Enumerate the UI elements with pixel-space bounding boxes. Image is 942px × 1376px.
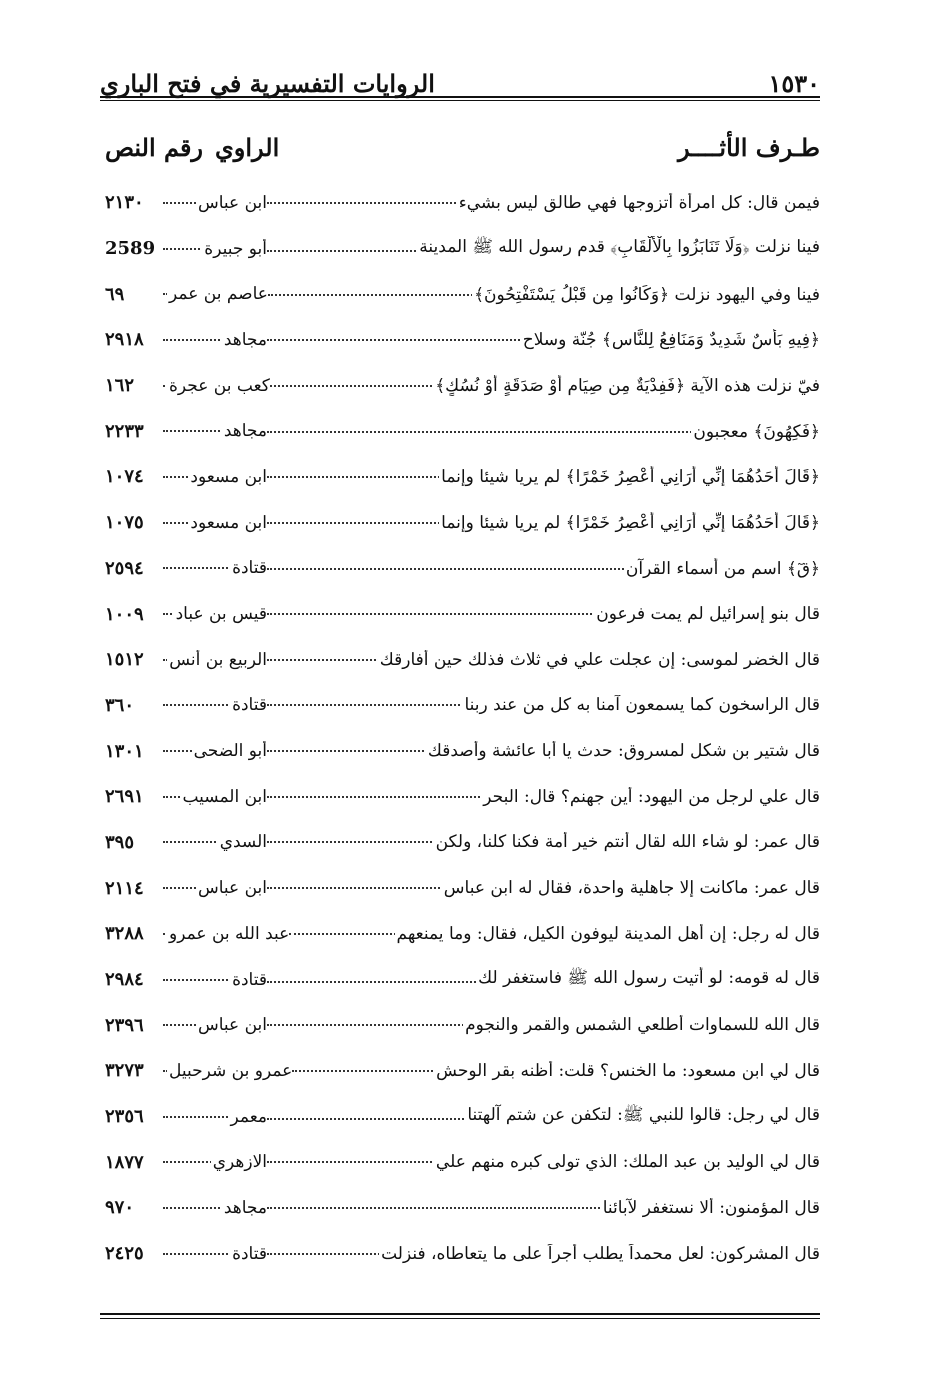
rawi-cell — [163, 970, 267, 990]
athar-cell — [267, 193, 820, 213]
table-row — [105, 957, 820, 1003]
rawi-text: ابن عباس — [197, 878, 267, 899]
rawi-text: مجاهد — [223, 329, 267, 350]
athar-text: ﴿قَالَ أَحَدُهُمَا إِنِّي أَرَانِي أَعْصِرُ خَمْرًا﴾ لم يريا شيئا وإنما — [441, 467, 820, 488]
rawi-cell — [163, 330, 267, 350]
athar-text: قال الراسخون كما يسمعون آمنا به كل من عند ربنا — [464, 695, 820, 716]
rawi-cell — [163, 787, 267, 807]
index-table — [105, 180, 820, 1277]
rawi-text: ابن المسيب — [182, 786, 267, 807]
rawi-cell — [163, 1152, 267, 1172]
rawi-cell — [163, 878, 267, 898]
rawi-text: الربيع بن أنس — [169, 649, 267, 670]
footer-rule-thin — [100, 1318, 820, 1319]
rawi-cell — [163, 1107, 267, 1127]
header-rule-thin — [100, 100, 820, 101]
athar-cell — [267, 558, 820, 579]
rawi-text: ابن عباس — [197, 192, 267, 213]
athar-text: قال لي الوليد بن عبد الملك: الذي تولى كبره منهم علي — [435, 1152, 820, 1173]
athar-text: قال المؤمنون: ألا نستغفر لآبائنا — [602, 1197, 820, 1218]
text-number: ٢٦٩١ — [105, 786, 144, 808]
athar-text: قال شتير بن شكل لمسروق: حدث يا أبا عائشة وأصدقك — [427, 741, 820, 762]
athar-cell — [267, 878, 820, 898]
table-row — [105, 500, 820, 546]
athar-cell — [267, 1244, 820, 1264]
text-number: ١٠٧٥ — [105, 512, 144, 534]
athar-text: قال لي ابن مسعود: ما الخنس؟ قلت: أظنه بقر الوحش — [436, 1060, 820, 1081]
athar-text: قال عمر: ماكانت إلا جاهلية واحدة، فقال له ابن عباس — [443, 878, 820, 899]
rawi-text: قتادة — [232, 1243, 267, 1264]
table-row — [105, 637, 820, 683]
athar-text: ﴿قَالَ أَحَدُهُمَا إِنِّي أَرَانِي أَعْصِرُ خَمْرًا﴾ لم يريا شيئا وإنما — [441, 513, 820, 534]
running-header — [100, 58, 820, 98]
rawi-cell — [163, 832, 267, 852]
athar-text: ﴿فَكِهُونَ﴾ معجبون — [693, 421, 820, 442]
rawi-text: كعب بن عجرة — [169, 375, 270, 396]
text-number: ١٣٠١ — [105, 740, 144, 762]
table-row — [105, 317, 820, 363]
rawi-text: الازهري — [212, 1152, 267, 1173]
table-row — [105, 1094, 820, 1140]
athar-cell — [267, 741, 820, 761]
column-header-rawi: الراوي — [215, 133, 280, 162]
book-title: الروايات التفسيرية في فتح الباري — [100, 69, 435, 98]
rawi-text: ابن مسعود — [190, 512, 267, 533]
athar-text: قال علي لرجل من اليهود: أين جهنم؟ قال: البحر — [483, 786, 820, 807]
rawi-cell — [163, 558, 267, 578]
table-row — [105, 408, 820, 454]
rawi-text: قتادة — [232, 969, 267, 990]
text-number: ٢٢٣٣ — [105, 420, 144, 442]
rawi-text: مجاهد — [223, 421, 267, 442]
athar-cell — [267, 967, 820, 992]
athar-cell — [289, 924, 820, 944]
rawi-cell — [163, 421, 267, 441]
athar-text: قال بنو إسرائيل لم يمت فرعون — [596, 604, 820, 625]
athar-cell — [267, 329, 820, 350]
athar-cell — [267, 604, 820, 624]
text-number: ٢٩٨٤ — [105, 969, 144, 991]
athar-text: قال له قومه: لو أتيت رسول الله ﷺ فاستغفر لك — [478, 968, 820, 989]
rawi-cell — [163, 467, 267, 487]
text-number: ٦٩ — [105, 283, 125, 305]
athar-cell — [292, 1061, 820, 1081]
text-number: ١٠٠٩ — [105, 603, 144, 625]
text-number: ٣٢٨٨ — [105, 923, 144, 945]
athar-text: قال المشركون: لعل محمداً يطلب أجراً على ما يتعاطاه، فنزلت — [381, 1243, 820, 1264]
rawi-text: أبو جبيرة — [204, 238, 267, 259]
athar-cell — [267, 1015, 820, 1035]
text-number: ٢١١٤ — [105, 877, 144, 899]
table-row — [105, 454, 820, 500]
rawi-text: قيس بن عباد — [175, 604, 267, 625]
rawi-text: عبد الله بن عمرو — [169, 923, 290, 944]
text-number: ٢٤٢٥ — [105, 1243, 144, 1265]
text-number: ١٥١٢ — [105, 649, 144, 671]
athar-cell — [267, 1152, 820, 1172]
rawi-text: ابن عباس — [197, 1015, 267, 1036]
table-row — [105, 683, 820, 729]
athar-cell — [267, 512, 820, 533]
text-number: ٢٥٩٤ — [105, 557, 144, 579]
athar-cell — [267, 466, 820, 487]
athar-text: قال الخضر لموسى: إن عجلت علي في ثلاث فذلك حين أفارقك — [379, 649, 820, 670]
rawi-cell — [163, 1198, 267, 1218]
athar-text: فيّ نزلت هذه الآية ﴿فَفِدْيَةٌ مِن صِيَامٍ أَوْ صَدَقَةٍ أَوْ نُسُكٍ﴾ — [435, 376, 820, 397]
athar-text: ﴿فِيهِ بَأْسٌ شَدِيدٌ وَمَنَافِعُ لِلنَّاسِ﴾ جُنّة وسلاح — [522, 330, 820, 351]
athar-cell — [267, 695, 820, 715]
athar-text: فيمن قال: كل امرأة أتزوجها فهي طالق ليس بشيء — [458, 192, 820, 213]
header-rule — [100, 96, 820, 98]
text-number: ٢١٣٠ — [105, 192, 144, 214]
rawi-cell — [163, 741, 267, 761]
athar-cell — [267, 1198, 820, 1218]
athar-cell — [270, 375, 820, 396]
table-row — [105, 1231, 820, 1277]
text-number: ٩٧٠ — [105, 1197, 135, 1219]
rawi-text: أبو الضحى — [193, 741, 267, 762]
text-number: ٢٣٥٦ — [105, 1106, 144, 1128]
table-row — [105, 1002, 820, 1048]
athar-text: قال الله للسماوات أطلعي الشمس والقمر والنجوم — [465, 1015, 820, 1036]
rawi-cell — [163, 513, 267, 533]
athar-cell — [268, 284, 820, 305]
table-row — [105, 774, 820, 820]
text-number: ١٠٧٤ — [105, 466, 144, 488]
text-number: ٢٩١٨ — [105, 329, 144, 351]
athar-text: قال عمر: لو شاء الله لقال أنتم خير أمة فكنا كلنا، ولكن — [435, 832, 820, 853]
table-row — [105, 865, 820, 911]
table-row — [105, 911, 820, 957]
rawi-text: قتادة — [232, 558, 267, 579]
rawi-text: ابن مسعود — [190, 466, 267, 487]
text-number: ١٦٢ — [105, 375, 135, 397]
rawi-text: مجاهد — [223, 1197, 267, 1218]
athar-cell — [267, 421, 820, 442]
table-row — [105, 271, 820, 317]
text-number: ١٨٧٧ — [105, 1151, 144, 1173]
table-row — [105, 363, 820, 409]
rawi-text: عمرو بن شرحبيل — [169, 1060, 293, 1081]
page-number: ١٥٣٠ — [768, 69, 820, 98]
table-row — [105, 1139, 820, 1185]
athar-cell — [267, 832, 820, 852]
athar-text: ﴿قٓ﴾ اسم من أسماء القرآن — [625, 558, 820, 579]
column-headers — [105, 133, 820, 173]
rawi-text: عاصم بن عمر — [169, 284, 268, 305]
table-row — [105, 728, 820, 774]
text-number: ٣٦٠ — [105, 694, 135, 716]
table-row — [105, 1185, 820, 1231]
text-number: ٣٢٧٣ — [105, 1060, 144, 1082]
table-row — [105, 1048, 820, 1094]
athar-cell — [267, 1104, 820, 1129]
athar-text: فينا وفي اليهود نزلت ﴿وَكَانُوا مِن قَبْلُ يَسْتَفْتِحُونَ﴾ — [474, 284, 820, 305]
athar-text: فينا نزلت ﴿وَلَا تَنَابَزُوا بِالْأَلْقَابِ﴾ قدم رسول الله ﷺ المدينة — [419, 237, 820, 258]
rawi-cell — [163, 376, 270, 396]
athar-text: قال لي رجل: قالوا للنبي ﷺ: لتكفن عن شتم آلهتنا — [467, 1105, 820, 1126]
rawi-cell — [163, 604, 267, 624]
footer-rule — [100, 1313, 820, 1315]
rawi-cell — [163, 1244, 267, 1264]
rawi-cell — [163, 650, 267, 670]
table-row — [105, 591, 820, 637]
rawi-text: معمر — [230, 1106, 267, 1127]
table-row — [105, 180, 820, 226]
athar-cell — [267, 787, 820, 807]
rawi-cell — [163, 239, 267, 259]
text-number: ٢٣٩٦ — [105, 1014, 144, 1036]
athar-cell — [267, 236, 820, 261]
table-row — [105, 226, 820, 272]
rawi-cell — [163, 924, 289, 944]
rawi-cell — [163, 695, 267, 715]
rawi-text: السدي — [219, 832, 267, 853]
text-number: 2589 — [105, 238, 156, 260]
table-row — [105, 820, 820, 866]
text-number: ٣٩٥ — [105, 831, 135, 853]
athar-cell — [267, 650, 820, 670]
column-header-athar: طـرف الأثــــر — [678, 133, 820, 162]
rawi-cell — [163, 1015, 267, 1035]
athar-text: قال له رجل: إن أهل المدينة ليوفون الكيل، فقال: وما يمنعهم — [396, 923, 820, 944]
rawi-cell — [163, 193, 267, 213]
rawi-text: قتادة — [232, 695, 267, 716]
table-row — [105, 546, 820, 592]
column-header-number: رقم النص — [105, 133, 204, 162]
rawi-cell — [163, 1061, 292, 1081]
rawi-cell — [163, 284, 268, 304]
